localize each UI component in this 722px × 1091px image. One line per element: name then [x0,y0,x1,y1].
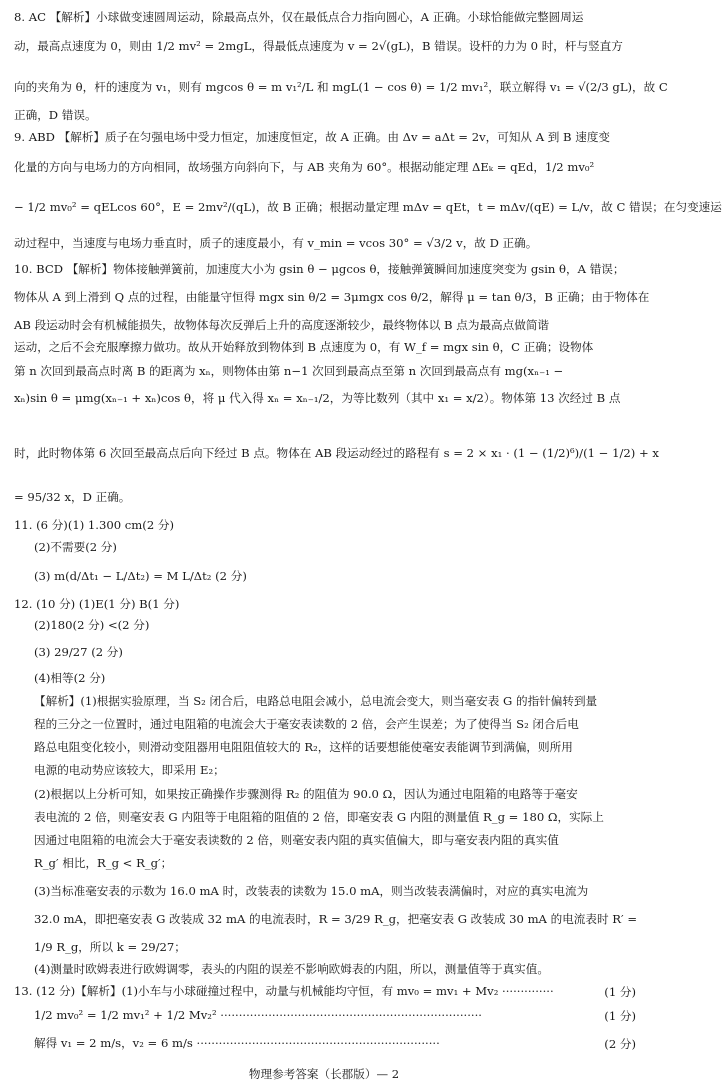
q12-line-6: 程的三分之一位置时，通过电阻箱的电流会大于毫安表读数的 2 倍，会产生误差；为了使得当 S₂ 闭合后电 [34,717,579,731]
q12-line-12: R_g′ 相比，R_g < R_g′； [34,856,173,870]
q13-score-1: (1 分) [604,985,636,999]
q10-line-3: AB 段运动时会有机械能损失，故物体每次反弹后上升的高度逐渐较少，最终物体以 B 点为最高点做简谐 [14,318,550,332]
q13-line-1: 13. (12 分)【解析】(1)小车与小球碰撞过程中，动量与机械能均守恒，有 mv₀ = mv₁ + Mv₂ ·············· [14,984,554,998]
q8-line-1: 8. AC 【解析】小球做变速圆周运动，除最高点外，仅在最低点合力指向圆心，A 正确。小球恰能做完整圆周运 [14,10,584,24]
q10-line-1: 10. BCD 【解析】物体接触弹簧前，加速度大小为 gsin θ − μgcos θ，接触弹簧瞬间加速度突变为 gsin θ，A 错误； [14,262,625,276]
q8-line-2: 动，最高点速度为 0，则由 1/2 mv² = 2mgL，得最低点速度为 v = 2√(gL)，B 错误。设杆的力为 0 时，杆与竖直方 [14,39,623,53]
q13-score-2: (1 分) [604,1009,636,1023]
q11-line-1: 11. (6 分)(1) 1.300 cm(2 分) [14,518,174,532]
q10-line-8: = 95/32 x，D 正确。 [14,490,131,504]
q12-line-16: (4)测量时欧姆表进行欧姆调零，表头的内阻的误差不影响欧姆表的内阻，所以，测量值等于真实值。 [34,962,549,976]
page-footer: 物理参考答案（长郡版）— 2 [248,1067,400,1081]
q10-line-4: 运动，之后不会充服摩擦力做功。故从开始释放到物体到 B 点速度为 0，有 W_f = mgx sin θ，C 正确；设物体 [14,340,594,354]
q9-line-2: 化量的方向与电场力的方向相同，故场强方向斜向下，与 AB 夹角为 60°。根据动能定理 ΔEₖ = qEd，1/2 mv₀² [14,160,595,174]
q10-line-2: 物体从 A 到上滑到 Q 点的过程，由能量守恒得 mgx sin θ/2 = 3μmgx cos θ/2，解得 μ = tan θ/3，B 正确；由于物体在 [14,290,650,304]
q12-line-4: (4)相等(2 分) [34,671,106,685]
q12-line-13: (3)当标准毫安表的示数为 16.0 mA 时，改装表的读数为 15.0 mA，则当改装表满偏时，对应的真实电流为 [34,884,589,898]
q13-line-3: 解得 v₁ = 2 m/s，v₂ = 6 m/s ·································································· [34,1036,440,1050]
q12-line-2: (2)180(2 分) <(2 分) [34,618,150,632]
q12-line-11: 因通过电阻箱的电流会大于毫安表读数的 2 倍，则毫安表内阻的真实值偏大，即与毫安表内阻的真实值 [34,833,559,847]
q9-line-4: 动过程中，当速度与电场力垂直时，质子的速度最小，有 v_min = vcos 30° = √3/2 v，故 D 正确。 [14,236,538,250]
q10-line-6: xₙ)sin θ = μmg(xₙ₋₁ + xₙ)cos θ，将 μ 代入得 xₙ = xₙ₋₁/2，为等比数列（其中 x₁ = x/2）。物体第 13 次经过 B 点 [14,391,621,405]
q13-score-3: (2 分) [604,1037,636,1051]
q12-line-8: 电源的电动势应该较大，即采用 E₂； [34,763,225,777]
q11-line-2: (2)不需要(2 分) [34,540,117,554]
q9-line-1: 9. ABD 【解析】质子在匀强电场中受力恒定，加速度恒定，故 A 正确。由 Δv = aΔt = 2v，可知从 A 到 B 速度变 [14,130,611,144]
q10-line-7: 时，此时物体第 6 次回至最高点后向下经过 B 点。物体在 AB 段运动经过的路程有 s = 2 × x₁ · (1 − (1/2)⁶)/(1 − 1/2) + x [14,446,659,460]
q12-line-1: 12. (10 分) (1)E(1 分) B(1 分) [14,597,180,611]
q11-line-3: (3) m(d/Δt₁ − L/Δt₂) = M L/Δt₂ (2 分) [34,569,247,583]
q12-line-9: (2)根据以上分析可知，如果按正确操作步骤测得 R₂ 的阻值为 90.0 Ω，因认为通过电阻箱的电路等于毫安 [34,787,578,801]
q12-line-14: 32.0 mA，即把毫安表 G 改装成 32 mA 的电流表时，R = 3/29 R_g，把毫安表 G 改装成 30 mA 的电流表时 R′ = [34,912,638,926]
q8-line-3: 向的夹角为 θ，杆的速度为 v₁，则有 mgcos θ = m v₁²/L 和 mgL(1 − cos θ) = 1/2 mv₁²，联立解得 v₁ = √(2/3 gL)，故 C [14,80,668,94]
q8-line-4: 正确，D 错误。 [14,108,97,122]
q10-line-5: 第 n 次回到最高点时离 B 的距离为 xₙ，则物体由第 n−1 次回到最高点至第 n 次回到最高点有 mg(xₙ₋₁ − [14,364,564,378]
q12-line-3: (3) 29/27 (2 分) [34,645,123,659]
q13-line-2: 1/2 mv₀² = 1/2 mv₁² + 1/2 Mv₂² ······································································· [34,1008,482,1022]
q12-line-5: 【解析】(1)根据实验原理，当 S₂ 闭合后，电路总电阻会减小，总电流会变大，则当毫安表 G 的指针偏转到量 [34,694,598,708]
q12-line-10: 表电流的 2 倍，则毫安表 G 内阻等于电阻箱的阻值的 2 倍，即毫安表 G 内阻的测量值 R_g = 180 Ω，实际上 [34,810,604,824]
q12-line-15: 1/9 R_g，所以 k = 29/27； [34,940,186,954]
q12-line-7: 路总电阻变化较小，则滑动变阻器用电阻阻值较大的 R₂，这样的话要想能使毫安表能调节到满偏，则所用 [34,740,573,754]
q9-line-3: − 1/2 mv₀² = qELcos 60°，E = 2mv²/(qL)，故 B 正确；根据动量定理 mΔv = qEt，t = mΔv/(qE) = L/v，故 C 错误；在匀变速运 [14,200,722,214]
